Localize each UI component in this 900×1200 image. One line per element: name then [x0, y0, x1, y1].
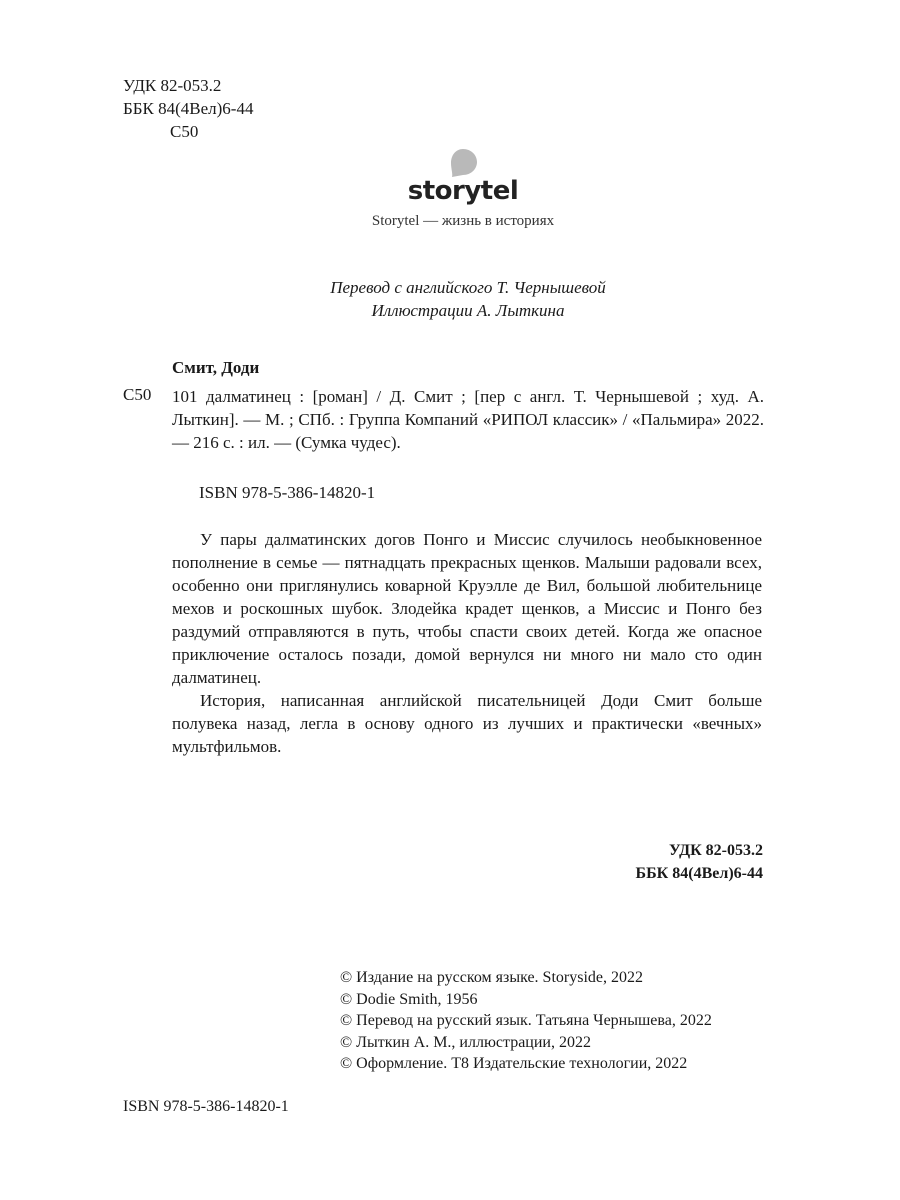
- credits: [0, 276, 900, 322]
- copyright-line: © Издание на русском языке. Storyside, 2022: [340, 969, 643, 986]
- header-classification: [123, 74, 253, 143]
- catalog-code: С50: [123, 385, 152, 404]
- copyright-list: [340, 967, 780, 1075]
- copyright-line: © Оформление. Т8 Издательские технологии, 2022: [340, 1055, 688, 1072]
- copyright-line: © Dodie Smith, 1956: [340, 990, 478, 1008]
- classification-udk: УДК 82-053.2: [668, 842, 763, 859]
- annotation: [172, 528, 762, 758]
- storytel-logo-text: storytel: [407, 176, 519, 206]
- copyright-line: © Лыткин А. М., иллюстрации, 2022: [340, 1033, 591, 1051]
- illustration-credit: Иллюстрации А. Лыткина: [371, 301, 565, 320]
- footer-isbn: ISBN 978-5-386-14820-1: [123, 1098, 289, 1115]
- header-bbk: ББК 84(4Вел)6-44: [123, 99, 254, 118]
- storytel-drop-icon: [448, 148, 478, 178]
- brand-tagline: Storytel — жизнь в историях: [371, 213, 555, 229]
- translation-credit: Перевод с английского Т. Чернышевой: [330, 278, 606, 297]
- classification-bbk: ББК 84(4Вел)6-44: [635, 865, 763, 882]
- copyright-line: © Перевод на русский язык. Татьяна Чернышева, 2022: [340, 1012, 712, 1029]
- catalog-isbn: ISBN 978-5-386-14820-1: [199, 483, 376, 502]
- classification-block: [520, 839, 763, 885]
- annotation-paragraph-1: У пары далматинских догов Понго и Миссис случилось необыкновенное пополнение в семье — пятнадцать прекрасных щенков. Малыши радовали всех, особенно они приглянулись коварной Круэлле де Вил, большой любительнице мехов и роскошных шубок. Злодейка крадет щенков, а Миссис и Понго без раздумий отправляются в путь, чтобы спасти своих детей. Когда же опасное приключение осталось позади, домой вернулся ни много ни мало сто один далматинец.: [172, 530, 762, 687]
- annotation-paragraph-2: История, написанная английской писательницей Доди Смит больше полувека назад, легла в основу одного из лучших и практически «вечных» мультфильмов.: [172, 691, 762, 756]
- header-author-sign: С50: [170, 122, 199, 141]
- header-udk: УДК 82-053.2: [123, 76, 222, 95]
- catalog-author: Смит, Доди: [172, 358, 260, 377]
- catalog-description: 101 далматинец : [роман] / Д. Смит ; [пер с англ. Т. Чернышевой ; худ. А. Лыткин]. — М. ; СПб. : Группа Компаний «РИПОЛ классик» / «Пальмира» 2022. — 216 с. : ил. — (Сумка чудес).: [172, 387, 764, 452]
